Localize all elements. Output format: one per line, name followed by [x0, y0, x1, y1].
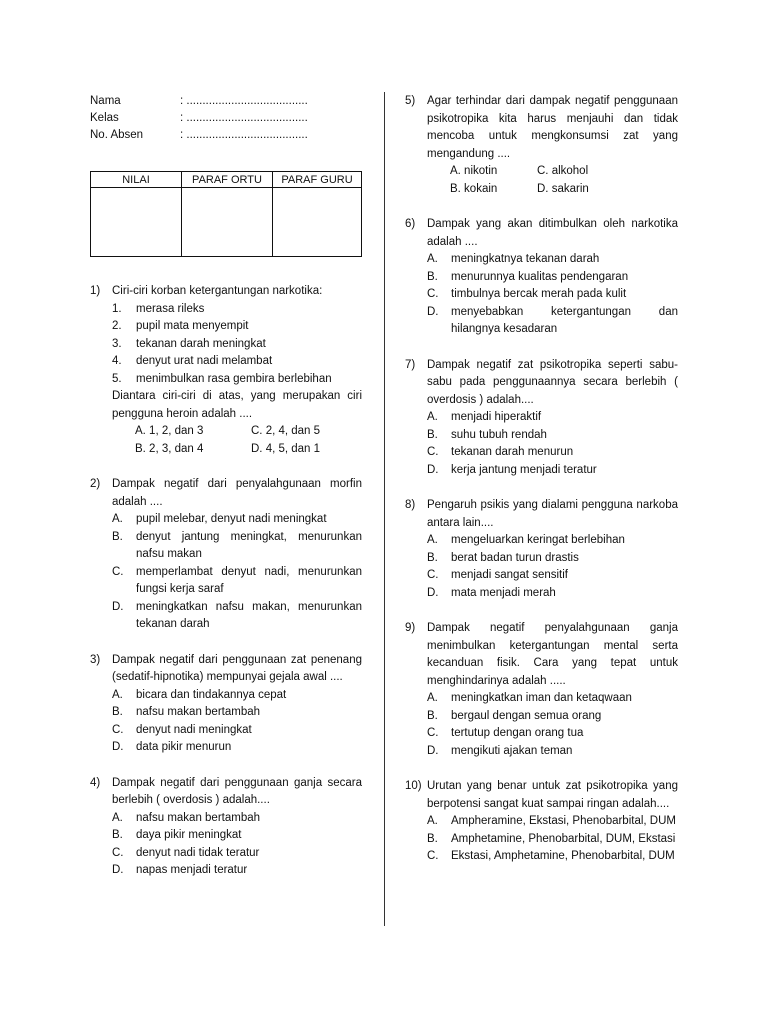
answer-option: A. mengeluarkan keringat berlebihan — [427, 534, 625, 546]
answer-choice-d: D. 4, 5, dan 1 — [251, 442, 321, 455]
answer-option: A. meningkatkan iman dan ketaqwaan — [427, 692, 632, 704]
answer-option: D. napas menjadi teratur — [112, 864, 248, 876]
answer-choices — [90, 423, 362, 458]
answer-option: B. daya pikir meningkat — [112, 829, 242, 841]
answer-option: A. pupil melebar, denyut nadi meningkat — [112, 513, 327, 525]
answer-option: C. Ekstasi, Amphetamine, Phenobarbital, DUM — [427, 850, 675, 862]
answer-choice-a: A. 1, 2, dan 3 — [135, 425, 204, 437]
answer-option: A. Ampheramine, Ekstasi, Phenobarbital, DUM — [427, 815, 676, 827]
list-item: 3. tekanan darah meningkat — [112, 337, 266, 350]
answer-option: A. meningkatnya tekanan darah — [427, 253, 600, 265]
answer-option: B. menurunnya kualitas pendengaran — [427, 270, 629, 283]
question-3 — [90, 652, 362, 757]
identity-label: Nama — [90, 95, 121, 107]
list-item: 1. merasa rileks — [112, 302, 205, 315]
answer-option: C. denyut nadi tidak teratur — [112, 846, 260, 859]
identity-label: No. Absen — [90, 129, 144, 141]
question-number: 6) — [405, 218, 416, 230]
question-6 — [405, 216, 678, 339]
question-number: 3) — [90, 653, 101, 666]
question-number: 7) — [405, 358, 416, 371]
answer-choice-b: B. kokain — [450, 182, 498, 195]
question-number: 2) — [90, 478, 101, 490]
answer-option: D. mata menjadi merah — [427, 586, 556, 599]
answer-choices — [405, 163, 678, 198]
right-column — [405, 93, 678, 866]
question-stem: Agar terhindar dari dampak negatif penggunaan psikotropika kita harus menjauhi dan tidak mencoba untuk mengkonsumsi zat yang mengandung .... — [427, 95, 678, 160]
question-stem: Dampak negatif penyalahgunaan ganja menimbulkan ketergantungan mental serta kecanduan fisik. Cara yang tepat untuk menghindarinya adalah ..... — [427, 622, 678, 687]
list-item: 2. pupil mata menyempit — [112, 320, 249, 332]
question-stem: Urutan yang benar untuk zat psikotropika yang berpotensi sangat kuat sampai ringan adalah.... — [427, 780, 678, 810]
answer-option: C. timbulnya bercak merah pada kulit — [427, 288, 627, 300]
identity-row-kelas — [90, 110, 362, 127]
answer-option: C. menjadi sangat sensitif — [427, 569, 568, 581]
grade-cell-paraf-ortu — [182, 188, 273, 257]
question-stem: Dampak negatif dari penyalahgunaan morfin adalah .... — [112, 478, 362, 508]
grade-cell-nilai — [91, 188, 182, 257]
question-stem: Dampak negatif dari penggunaan ganja secara berlebih ( overdosis ) adalah.... — [112, 776, 362, 806]
column-divider — [384, 92, 385, 926]
question-1 — [90, 283, 362, 458]
identity-fill-line: : ...................................... — [180, 129, 308, 141]
answer-option: D. kerja jantung menjadi teratur — [427, 463, 597, 476]
answer-option: D. mengikuti ajakan teman — [427, 744, 573, 757]
answer-option: D. menyebabkan ketergantungan dan hilangnya kesadaran — [427, 305, 678, 335]
question-9 — [405, 620, 678, 760]
answer-option: B. Amphetamine, Phenobarbital, DUM, Ekstasi — [427, 832, 676, 845]
answer-option: B. nafsu makan bertambah — [112, 706, 261, 718]
question-number: 1) — [90, 285, 101, 297]
question-stem: Pengaruh psikis yang dialami pengguna narkoba antara lain.... — [427, 499, 678, 529]
answer-option: D. data pikir menurun — [112, 741, 232, 753]
identity-fill-line: : ...................................... — [180, 95, 308, 107]
question-10 — [405, 778, 678, 866]
answer-option: C. tekanan darah menurun — [427, 446, 574, 458]
answer-choice-a: A. nikotin — [450, 165, 498, 177]
answer-option: A. bicara dan tindakannya cepat — [112, 688, 287, 701]
answer-option: C. memperlambat denyut nadi, menurunkan fungsi kerja saraf — [112, 565, 362, 595]
answer-option: A. menjadi hiperaktif — [427, 411, 542, 423]
question-followup: Diantara ciri-ciri di atas, yang merupakan ciri pengguna heroin adalah .... — [112, 390, 362, 420]
identity-row-nama — [90, 93, 362, 110]
answer-option: B. berat badan turun drastis — [427, 551, 579, 564]
grade-cell-paraf-guru — [273, 188, 362, 257]
answer-option: C. tertutup dengan orang tua — [427, 727, 584, 739]
question-2 — [90, 476, 362, 634]
question-7 — [405, 357, 678, 480]
grade-header-nilai: NILAI — [91, 172, 182, 188]
grade-table — [90, 171, 362, 257]
list-item: 5. menimbulkan rasa gembira berlebihan — [112, 372, 332, 385]
list-item: 4. denyut urat nadi melambat — [112, 355, 273, 367]
answer-option: D. meningkatkan nafsu makan, menurunkan tekanan darah — [112, 600, 362, 630]
question-stem: Dampak yang akan ditimbulkan oleh narkotika adalah .... — [427, 218, 678, 248]
grade-header-paraf-ortu: PARAF ORTU — [182, 172, 273, 188]
question-stem: Dampak negatif dari penggunaan zat penenang (sedatif-hipnotika) mempunyai gejala awal .... — [112, 653, 362, 683]
question-number: 9) — [405, 622, 416, 634]
question-number: 10) — [405, 780, 422, 792]
identity-row-absen — [90, 127, 362, 144]
identity-fill-line: : ...................................... — [180, 112, 308, 124]
answer-choice-d: D. sakarin — [537, 182, 589, 195]
answer-choice-b: B. 2, 3, dan 4 — [135, 442, 204, 455]
grade-header-paraf-guru: PARAF GURU — [273, 172, 362, 188]
answer-option: B. suhu tubuh rendah — [427, 428, 547, 441]
left-column — [90, 93, 362, 880]
answer-option: B. denyut jantung meningkat, menurunkan nafsu makan — [112, 530, 362, 560]
answer-option: C. denyut nadi meningkat — [112, 723, 252, 736]
question-number: 4) — [90, 776, 101, 789]
answer-choice-c: C. 2, 4, dan 5 — [251, 425, 321, 437]
identity-label: Kelas — [90, 112, 119, 124]
question-4 — [90, 775, 362, 880]
question-stem: Ciri-ciri korban ketergantungan narkotika: — [112, 285, 323, 297]
identity-block — [90, 93, 362, 144]
question-5 — [405, 93, 678, 198]
question-stem: Dampak negatif zat psikotropika seperti sabu-sabu pada penggunaannya secara berlebih ( overdosis ) adalah.... — [427, 358, 678, 406]
question-number: 5) — [405, 95, 416, 107]
answer-choice-c: C. alkohol — [537, 165, 589, 177]
question-number: 8) — [405, 499, 416, 511]
question-8 — [405, 497, 678, 602]
answer-option: B. bergaul dengan semua orang — [427, 709, 602, 722]
answer-option: A. nafsu makan bertambah — [112, 811, 261, 824]
